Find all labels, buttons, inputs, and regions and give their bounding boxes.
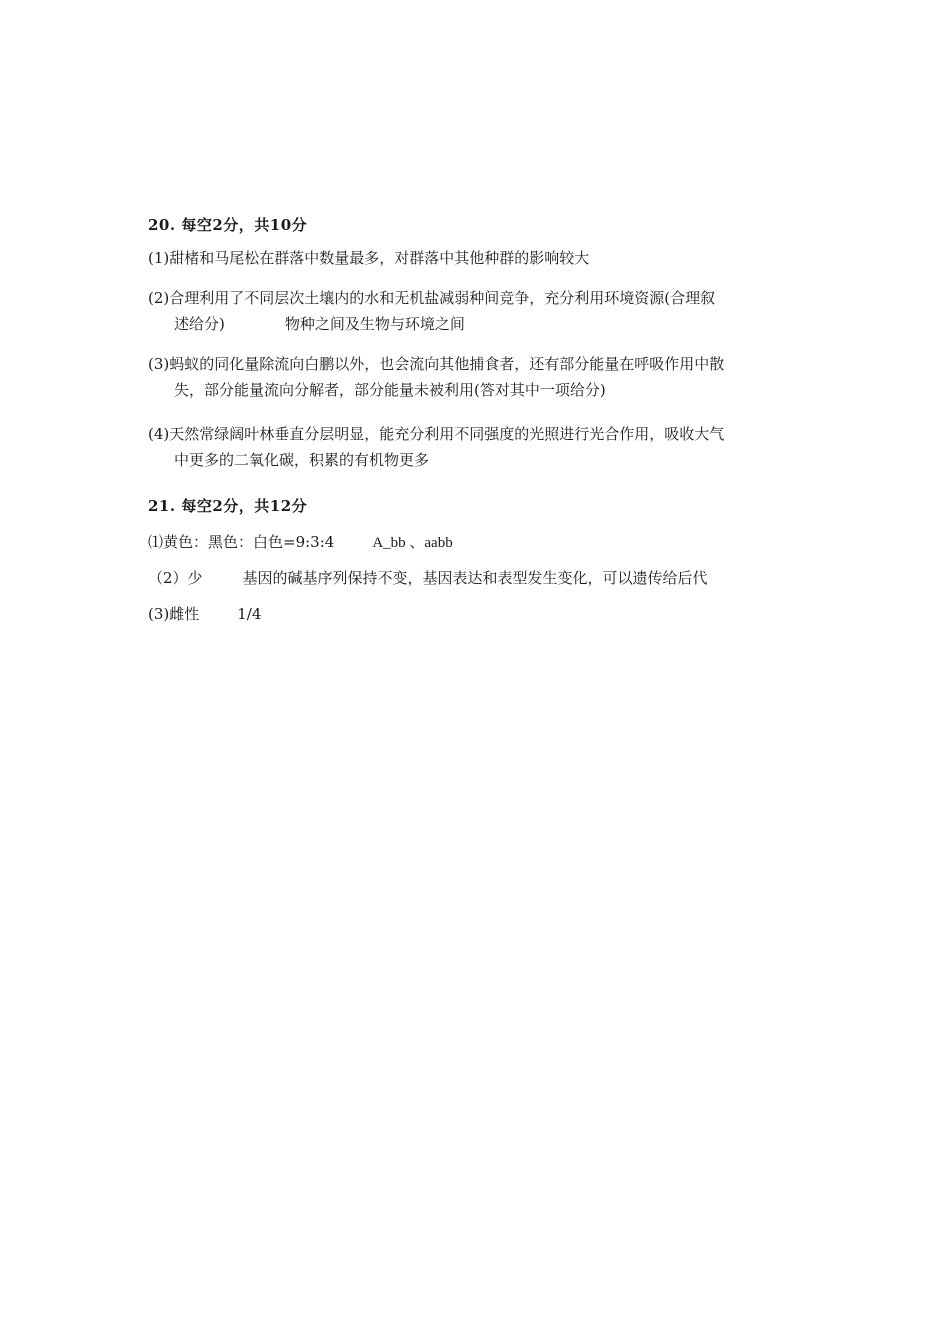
q21-answer-3	[148, 604, 261, 624]
q20-answer-4-line-2: 中更多的二氧化碳，积累的有机物更多	[174, 451, 430, 469]
q21-answer-1	[148, 532, 453, 553]
q20-answer-4-line-1: (4)天然常绿阔叶林垂直分层明显，能充分利用不同强度的光照进行光合作用，吸收大气	[148, 425, 725, 443]
q21-answer-2-second-blank: 基因的碱基序列保持不变，基因表达和表型发生变化，可以遗传给后代	[242, 569, 708, 587]
q21-answer-1-genotypes: A_bb 、aabb	[372, 535, 453, 551]
q21-answer-1-ratio: ⑴黄色：黑色：白色=9:3:4	[148, 533, 335, 551]
q20-answer-2-line-1: (2)合理利用了不同层次土壤内的水和无机盐减弱种间竞争，充分利用环境资源(合理叙	[148, 289, 716, 307]
q20-answer-2-note: 述给分)	[174, 315, 225, 333]
q20-answer-2-second-blank: 物种之间及生物与环境之间	[284, 315, 465, 333]
question-21-heading: 21. 每空2分，共12分	[148, 497, 308, 515]
q21-answer-2-first-blank: （2）少	[148, 569, 203, 587]
q21-answer-3-first-blank: (3)雌性	[148, 605, 200, 623]
q21-answer-2	[148, 568, 708, 588]
q20-answer-3-line-1: (3)蚂蚁的同化量除流向白鹏以外，也会流向其他捕食者，还有部分能量在呼吸作用中散	[148, 355, 725, 373]
q20-answer-1: (1)甜楮和马尾松在群落中数量最多，对群落中其他种群的影响较大	[148, 249, 590, 267]
q21-answer-3-second-blank: 1/4	[237, 605, 262, 623]
q20-answer-3-line-2: 失，部分能量流向分解者，部分能量未被利用(答对其中一项给分)	[174, 381, 606, 399]
question-20-heading: 20. 每空2分，共10分	[148, 216, 308, 234]
q20-answer-2-line-2	[174, 314, 465, 334]
